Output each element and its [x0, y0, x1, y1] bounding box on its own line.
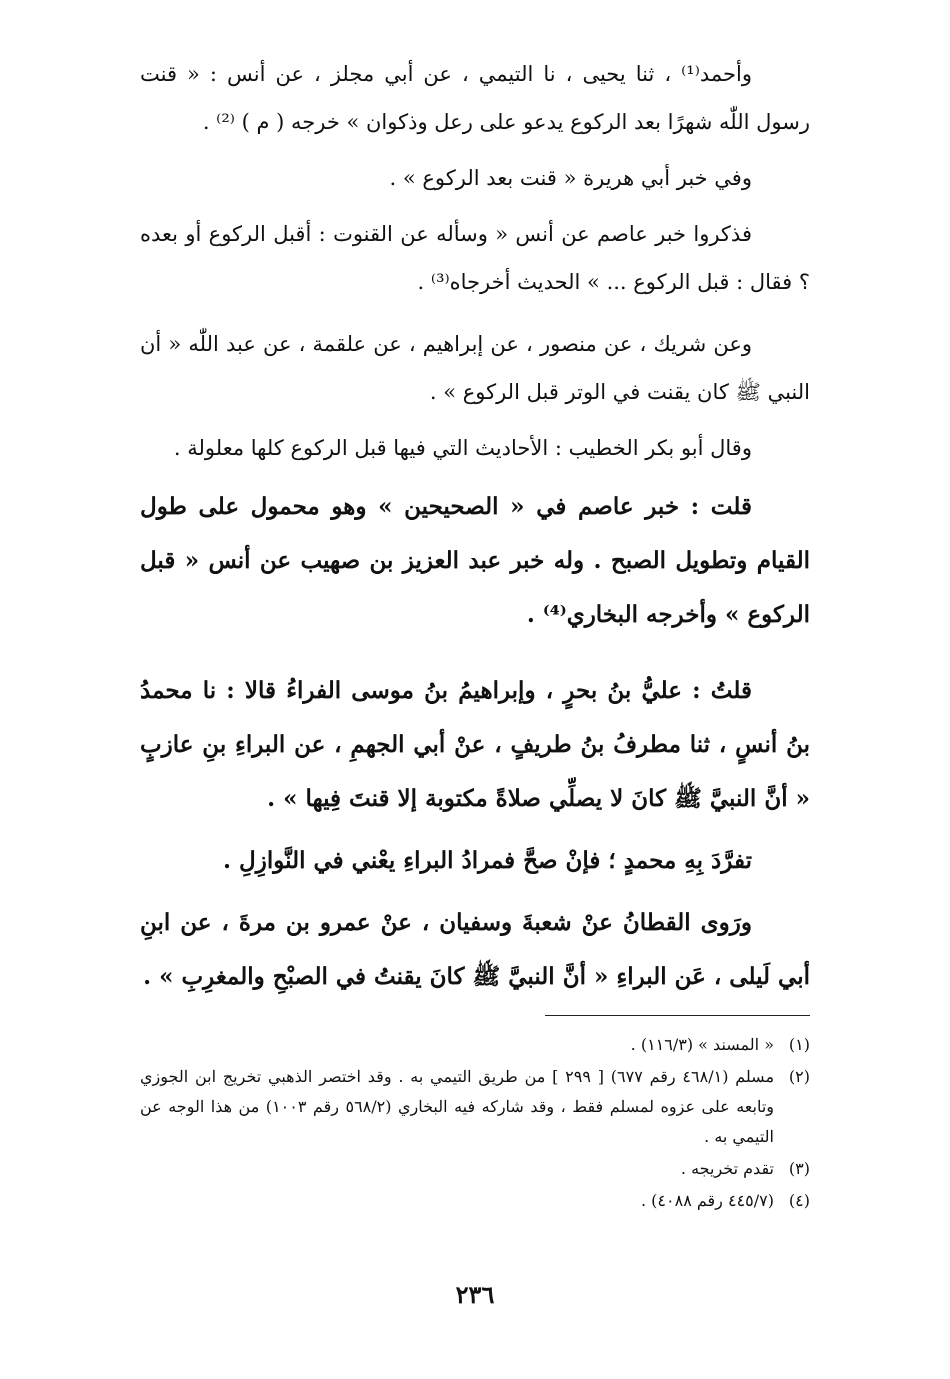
paragraph-bara-hadith: قلتُ : عليُّ بنُ بحرٍ ، وإبراهيمُ بنُ موسى الفراءُ قالا : نا محمدُ بنُ أنسٍ ، ثنا مطرفُ بنُ طريفٍ ، عنْ أبي الجهمِ ، عن البراءِ بنِ عازبٍ « أنَّ النبيَّ ﷺ كانَ لا يصلِّي صلاةً مكتوبة إلا قنتَ فِيها » .: [140, 677, 810, 812]
footnote: [140, 1062, 810, 1152]
footnote-number: (٢): [788, 1067, 810, 1086]
footnote: [140, 1154, 810, 1184]
footnote-number: (٤): [788, 1191, 810, 1210]
footnote: [140, 1186, 810, 1216]
paragraph-comment-asim: قلت : خبر عاصم في « الصحيحين » وهو محمول على طول القيام وتطويل الصبح . وله خبر عبد العزيز بن صهيب عن أنس « قبل الركوع » وأخرجه البخاري⁽⁴⁾ .: [140, 493, 810, 628]
footnote-number: (١): [788, 1035, 810, 1054]
paragraph-sharik: وعن شريك ، عن منصور ، عن إبراهيم ، عن علقمة ، عن عبد اللّٰه « أن النبي ﷺ كان يقنت في الوتر قبل الركوع » .: [140, 332, 810, 404]
main-text: [140, 50, 810, 1004]
footnote-text: « المسند » (١١٦/٣) .: [630, 1035, 774, 1054]
footnote-text: تقدم تخريجه .: [680, 1159, 774, 1178]
footnote-text: مسلم (٤٦٨/١ رقم ٦٧٧) [ ٢٩٩ ] من طريق التيمي به . وقد اختصر الذهبي تخريج ابن الجوزي وتابعه على عزوه لمسلم فقط ، وقد شاركه فيه البخاري (٥٦٨/٢ رقم ١٠٠٣) من هذا الوجه عن التيمي به .: [140, 1067, 775, 1146]
page-number: ٢٣٦: [455, 1280, 495, 1309]
paragraph-tafarrad: تفرَّدَ بِهِ محمدٍ ؛ فإنْ صحَّ فمرادُ البراءِ يعْني في النَّوازِلِ .: [223, 847, 752, 874]
paragraph-ahmad: وأحمد⁽¹⁾ ، ثنا يحيى ، نا التيمي ، عن أبي مجلز ، عن أنس : « قنت رسول اللّٰه شهرًا بعد الركوع يدعو على رعل وذكوان » خرجه ( م ) ⁽²⁾ .: [140, 62, 810, 134]
paragraph-asim: فذكروا خبر عاصم عن أنس « وسأله عن القنوت : أقبل الركوع أو بعده ؟ فقال : قبل الركوع ... » الحديث أخرجاه⁽³⁾ .: [140, 222, 810, 294]
footnote-number: (٣): [788, 1159, 810, 1178]
paragraph-abu-hurayra: وفي خبر أبي هريرة « قنت بعد الركوع » .: [389, 166, 752, 190]
footnote-text: (٤٤٥/٧ رقم ٤٠٨٨) .: [640, 1191, 774, 1210]
footnote: [140, 1030, 810, 1060]
footnote-divider: [545, 1015, 810, 1016]
footnotes: [140, 1030, 810, 1218]
paragraph-khatib: وقال أبو بكر الخطيب : الأحاديث التي فيها قبل الركوع كلها معلولة .: [173, 436, 752, 460]
paragraph-qattan: ورَوى القطانُ عنْ شعبةَ وسفيان ، عنْ عمرو بن مرةَ ، عن ابنِ أبي لَيلى ، عَن البراءِ « أنَّ النبيَّ ﷺ كانَ يقنتُ في الصبْحِ والمغرِبِ » .: [140, 909, 810, 990]
